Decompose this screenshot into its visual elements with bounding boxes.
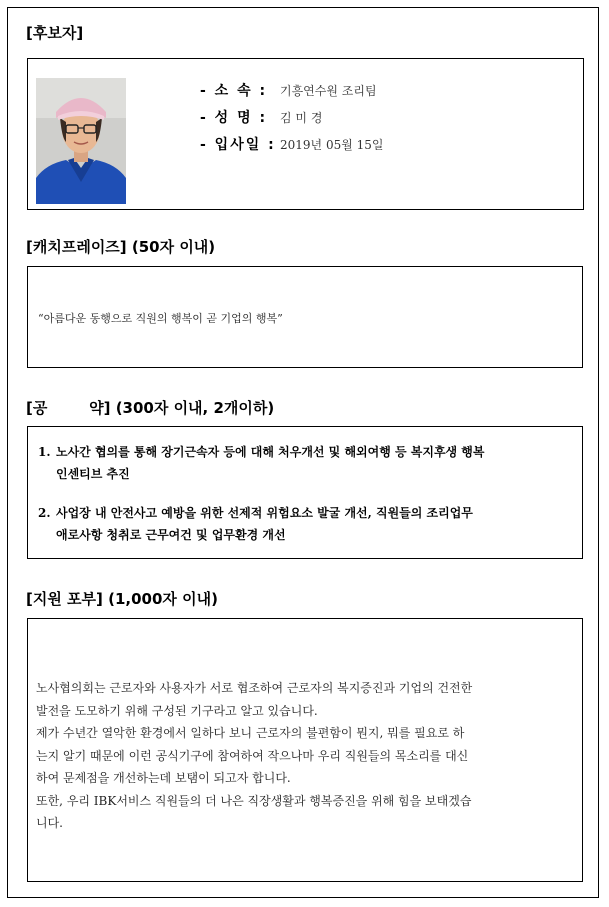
name-label: - 성 명 : [200,110,268,126]
aspiration-line: 또한, 우리 IBK서비스 직원들의 더 나은 직장생활과 행복증진을 위해 힘을 보태겠습 [36,793,472,808]
hire-date-row [200,134,383,154]
catchphrase-box [27,266,583,368]
pledge-item-2 [38,502,578,546]
name-row [200,107,322,127]
name-value: 김 미 경 [280,111,323,125]
pledges-heading: [공 약] (300자 이내, 2개이하) [26,399,275,417]
aspiration-line: 제가 수년간 열악한 환경에서 일하다 보니 근로자의 불편함이 뭔지, 뭐를 필요로 하 [36,726,465,740]
pledge-line-cont: 애로사항 청취로 근무여건 및 업무환경 개선 [56,528,286,542]
pledge-line: 노사간 협의를 통해 장기근속자 등에 대해 처우개선 및 해외여행 등 복지후생 행복 [56,445,485,459]
catchphrase-text: “아름다운 동행으로 직원의 행복이 곧 기업의 행복” [38,312,283,325]
aspiration-text [36,677,580,835]
affiliation-value: 기흥연수원 조리팀 [280,84,377,98]
aspiration-line: 는지 알기 때문에 이런 공식기구에 참여하여 작으나마 우리 직원들의 목소리를 대신 [36,748,469,763]
pledge-line: 사업장 내 안전사고 예방을 위한 선제적 위험요소 발굴 개선, 직원들의 조리업무 [56,506,473,520]
candidate-photo [36,78,126,204]
aspiration-box [27,618,583,882]
affiliation-label: - 소 속 : [200,83,268,99]
pledge-item-1 [38,441,578,485]
pledge-line-cont: 인센티브 추진 [56,467,130,481]
aspiration-heading: [지원 포부] (1,000자 이내) [26,590,218,608]
candidate-heading: [후보자] [26,24,84,42]
pledge-number: 2. [38,506,51,520]
hire-date-label: - 입사일 : [200,137,276,153]
aspiration-line: 노사협의회는 근로자와 사용자가 서로 협조하여 근로자의 복지증진과 기업의 건전한 [36,681,473,695]
aspiration-line: 니다. [36,816,63,830]
hire-date-value: 2019년 05월 15일 [280,138,384,152]
catchphrase-heading: [캐치프레이즈] (50자 이내) [26,238,216,256]
aspiration-line: 발전을 도모하기 위해 구성된 기구라고 알고 있습니다. [36,703,318,718]
pledge-number: 1. [38,445,51,459]
affiliation-row [200,80,377,100]
aspiration-line: 하여 문제점을 개선하는데 보탬이 되고자 합니다. [36,771,291,785]
